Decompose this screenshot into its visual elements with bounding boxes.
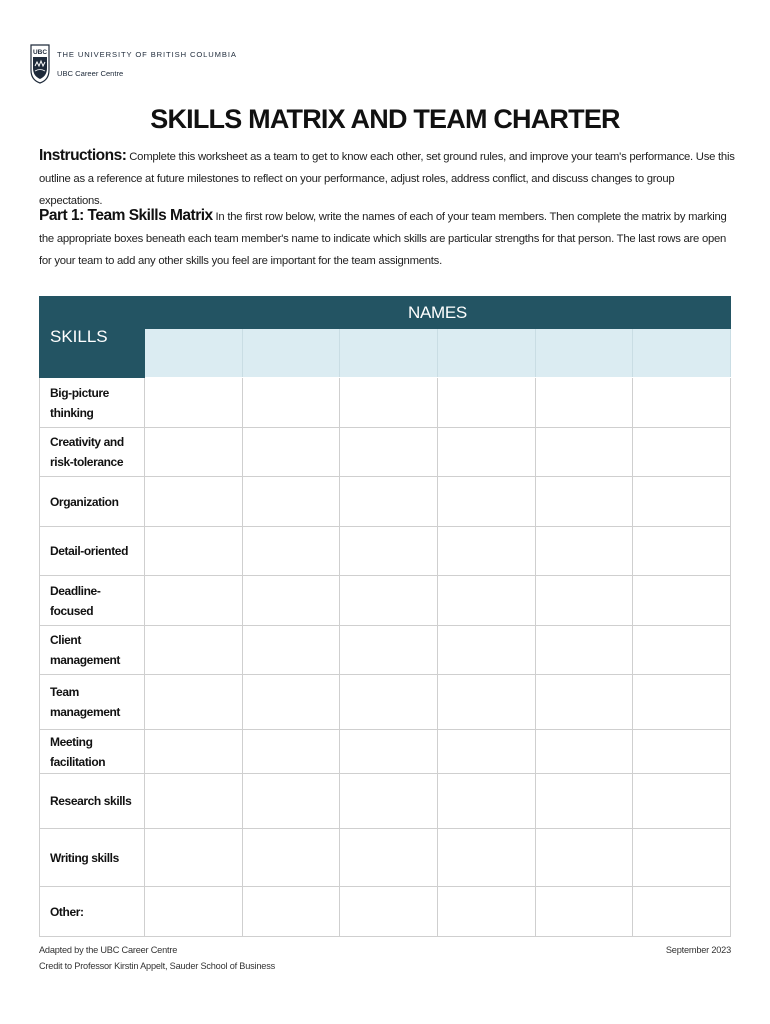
matrix-checkbox-cell[interactable]	[145, 887, 243, 937]
matrix-checkbox-cell[interactable]	[437, 626, 535, 675]
matrix-checkbox-cell[interactable]	[535, 887, 633, 937]
matrix-checkbox-cell[interactable]	[437, 576, 535, 626]
matrix-checkbox-cell[interactable]	[340, 887, 438, 937]
matrix-checkbox-cell[interactable]	[633, 428, 731, 477]
instructions-label: Instructions:	[39, 147, 127, 164]
matrix-checkbox-cell[interactable]	[340, 730, 438, 774]
matrix-checkbox-cell[interactable]	[145, 774, 243, 829]
skill-row	[40, 774, 731, 829]
matrix-checkbox-cell[interactable]	[242, 428, 340, 477]
matrix-checkbox-cell[interactable]	[633, 675, 731, 730]
matrix-checkbox-cell[interactable]	[535, 527, 633, 576]
matrix-checkbox-cell[interactable]	[145, 829, 243, 887]
skills-header: SKILLS	[40, 297, 145, 378]
name-input-cell[interactable]	[340, 329, 438, 378]
matrix-checkbox-cell[interactable]	[242, 675, 340, 730]
matrix-checkbox-cell[interactable]	[633, 378, 731, 428]
crest-text: UBC	[32, 49, 48, 56]
skill-row	[40, 527, 731, 576]
matrix-checkbox-cell[interactable]	[145, 626, 243, 675]
skill-label: Deadline-focused	[40, 576, 145, 626]
skill-row	[40, 829, 731, 887]
matrix-checkbox-cell[interactable]	[340, 378, 438, 428]
matrix-checkbox-cell[interactable]	[145, 378, 243, 428]
matrix-checkbox-cell[interactable]	[242, 477, 340, 527]
university-name: THE UNIVERSITY OF BRITISH COLUMBIA	[57, 50, 237, 59]
part1-label: Part 1: Team Skills Matrix	[39, 207, 213, 224]
matrix-checkbox-cell[interactable]	[242, 730, 340, 774]
matrix-checkbox-cell[interactable]	[633, 527, 731, 576]
matrix-checkbox-cell[interactable]	[340, 829, 438, 887]
skill-row	[40, 887, 731, 937]
name-input-cell[interactable]	[242, 329, 340, 378]
matrix-checkbox-cell[interactable]	[242, 378, 340, 428]
matrix-checkbox-cell[interactable]	[242, 887, 340, 937]
matrix-checkbox-cell[interactable]	[633, 887, 731, 937]
name-input-cell[interactable]	[535, 329, 633, 378]
matrix-checkbox-cell[interactable]	[145, 527, 243, 576]
matrix-checkbox-cell[interactable]	[633, 477, 731, 527]
skill-row	[40, 626, 731, 675]
matrix-checkbox-cell[interactable]	[242, 626, 340, 675]
matrix-checkbox-cell[interactable]	[633, 626, 731, 675]
footer-credits	[39, 942, 275, 974]
matrix-checkbox-cell[interactable]	[340, 527, 438, 576]
matrix-checkbox-cell[interactable]	[633, 774, 731, 829]
matrix-checkbox-cell[interactable]	[340, 774, 438, 829]
matrix-checkbox-cell[interactable]	[242, 774, 340, 829]
matrix-checkbox-cell[interactable]	[242, 527, 340, 576]
names-header: NAMES	[145, 297, 731, 329]
matrix-checkbox-cell[interactable]	[340, 626, 438, 675]
name-input-cell[interactable]	[633, 329, 731, 378]
matrix-checkbox-cell[interactable]	[145, 675, 243, 730]
matrix-checkbox-cell[interactable]	[242, 829, 340, 887]
skill-label: Writing skills	[40, 829, 145, 887]
skill-label: Organization	[40, 477, 145, 527]
matrix-checkbox-cell[interactable]	[535, 829, 633, 887]
matrix-checkbox-cell[interactable]	[437, 730, 535, 774]
matrix-checkbox-cell[interactable]	[535, 626, 633, 675]
matrix-checkbox-cell[interactable]	[340, 675, 438, 730]
skill-row	[40, 428, 731, 477]
part1-paragraph	[39, 205, 739, 272]
skill-row	[40, 675, 731, 730]
ubc-crest-icon	[30, 44, 50, 84]
ubc-logo	[30, 44, 237, 90]
skill-label: Creativity and risk-tolerance	[40, 428, 145, 477]
skills-matrix-table	[39, 296, 731, 937]
matrix-checkbox-cell[interactable]	[633, 829, 731, 887]
matrix-checkbox-cell[interactable]	[145, 477, 243, 527]
matrix-checkbox-cell[interactable]	[535, 730, 633, 774]
matrix-checkbox-cell[interactable]	[633, 730, 731, 774]
skill-label: Research skills	[40, 774, 145, 829]
name-input-cell[interactable]	[145, 329, 243, 378]
matrix-checkbox-cell[interactable]	[145, 576, 243, 626]
skill-row	[40, 378, 731, 428]
skill-label: Detail-oriented	[40, 527, 145, 576]
matrix-checkbox-cell[interactable]	[340, 428, 438, 477]
skill-label: Meeting facilitation	[40, 730, 145, 774]
department-name: UBC Career Centre	[57, 69, 124, 78]
skill-label: Client management	[40, 626, 145, 675]
skill-label: Team management	[40, 675, 145, 730]
skill-label: Other:	[40, 887, 145, 937]
skill-label: Big-picture thinking	[40, 378, 145, 428]
matrix-checkbox-cell[interactable]	[535, 477, 633, 527]
matrix-checkbox-cell[interactable]	[145, 730, 243, 774]
matrix-checkbox-cell[interactable]	[437, 774, 535, 829]
matrix-checkbox-cell[interactable]	[437, 887, 535, 937]
matrix-checkbox-cell[interactable]	[145, 428, 243, 477]
matrix-checkbox-cell[interactable]	[633, 576, 731, 626]
page-title: SKILLS MATRIX AND TEAM CHARTER	[150, 104, 620, 134]
skill-rows	[40, 378, 731, 937]
matrix-checkbox-cell[interactable]	[535, 378, 633, 428]
matrix-checkbox-cell[interactable]	[437, 477, 535, 527]
part1-text: In the first row below, write the names of each of your team members. Then complete the matrix by marking the appropriate boxes beneath each team member's name to indicate which skills are particular strengths for that person. The last rows are open for your team to add any other skills you feel are important for the team assignments.	[39, 211, 727, 267]
skill-row	[40, 576, 731, 626]
skill-row	[40, 730, 731, 774]
matrix-checkbox-cell[interactable]	[242, 576, 340, 626]
matrix-checkbox-cell[interactable]	[340, 477, 438, 527]
matrix-checkbox-cell[interactable]	[535, 675, 633, 730]
instructions-paragraph	[39, 145, 739, 212]
skill-row	[40, 477, 731, 527]
matrix-checkbox-cell[interactable]	[437, 428, 535, 477]
matrix-checkbox-cell[interactable]	[535, 774, 633, 829]
matrix-checkbox-cell[interactable]	[437, 378, 535, 428]
name-input-cell[interactable]	[437, 329, 535, 378]
matrix-checkbox-cell[interactable]	[535, 576, 633, 626]
matrix-checkbox-cell[interactable]	[340, 576, 438, 626]
matrix-checkbox-cell[interactable]	[535, 428, 633, 477]
footer-credit: Credit to Professor Kirstin Appelt, Sauder School of Business	[39, 961, 275, 971]
footer-date: September 2023	[665, 945, 731, 955]
matrix-checkbox-cell[interactable]	[437, 675, 535, 730]
instructions-text: Complete this worksheet as a team to get to know each other, set ground rules, and improve your team's performance. Use this outline as a reference at future milestones to reflect on your performance, adjust roles, address conflict, and discuss changes to group expectations.	[39, 151, 735, 207]
matrix-checkbox-cell[interactable]	[437, 527, 535, 576]
footer-adapted: Adapted by the UBC Career Centre	[39, 945, 178, 955]
matrix-checkbox-cell[interactable]	[437, 829, 535, 887]
